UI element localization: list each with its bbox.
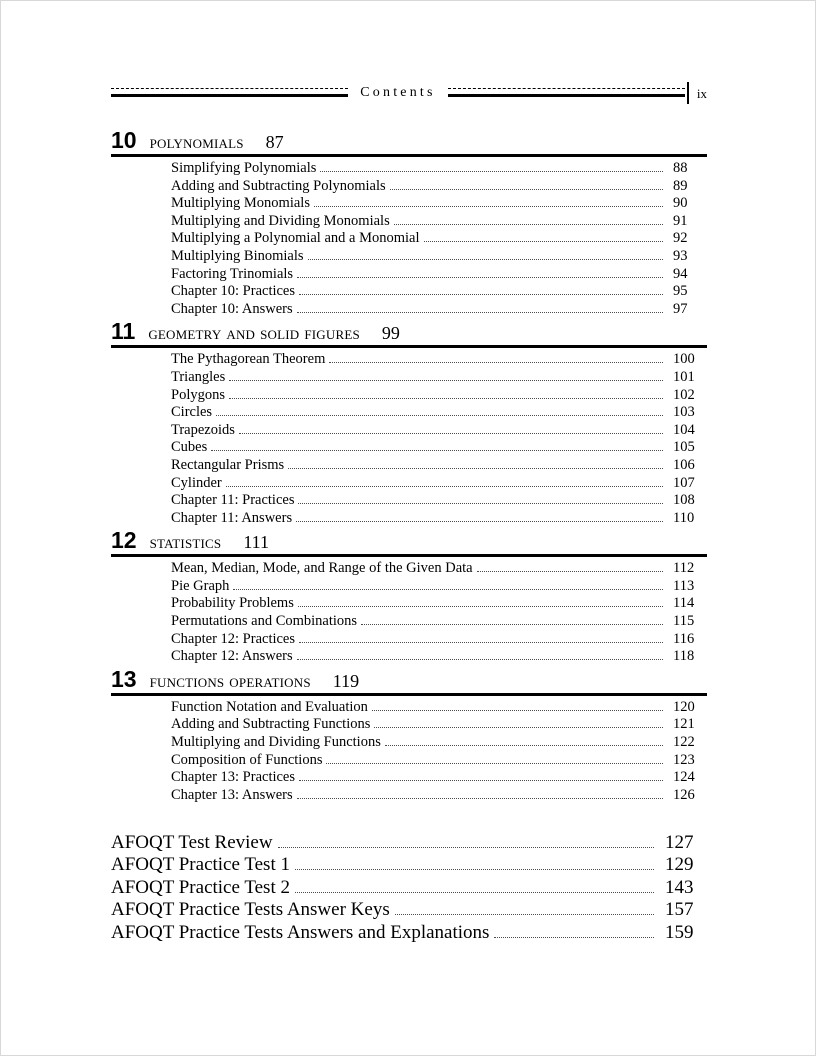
backmatter-entry-page: 127 [665, 832, 694, 853]
dot-leader [229, 398, 663, 399]
toc-entry-page: 107 [673, 474, 695, 491]
toc-entry-page: 110 [673, 509, 695, 526]
backmatter-list [111, 832, 707, 944]
dot-leader [299, 294, 663, 295]
chapter-title: geometry and solid figures [148, 323, 360, 345]
dot-leader [298, 503, 663, 504]
dot-leader [374, 727, 663, 728]
toc-entry-page: 108 [673, 492, 695, 509]
toc-entry-page: 123 [673, 751, 695, 768]
toc-entry-page: 92 [673, 230, 688, 247]
backmatter-entry[interactable] [111, 877, 707, 899]
toc-entry[interactable] [171, 439, 707, 457]
dot-leader [216, 415, 663, 416]
toc-entry-label: Cubes [171, 439, 208, 456]
toc-entry[interactable] [171, 404, 707, 422]
toc-entry[interactable] [171, 510, 707, 528]
toc-entry-label: Chapter 10: Practices [171, 283, 296, 300]
toc-entry[interactable] [171, 734, 707, 752]
dot-leader [314, 206, 663, 207]
toc-entry[interactable] [171, 716, 707, 734]
dot-leader [295, 892, 654, 893]
toc-entry-page: 89 [673, 177, 688, 194]
toc-entry[interactable] [171, 369, 707, 387]
toc-entry-label: Chapter 12: Practices [171, 630, 296, 647]
toc-entry-label: Pie Graph [171, 577, 230, 594]
toc-entry-label: Permutations and Combinations [171, 613, 358, 630]
toc-entry-label: Circles [171, 404, 213, 421]
toc-entry[interactable] [171, 160, 707, 178]
toc-entry-label: Chapter 11: Answers [171, 509, 293, 526]
dot-leader [385, 745, 663, 746]
dot-leader [297, 312, 663, 313]
toc-entry-label: Triangles [171, 368, 226, 385]
backmatter-entry-label: AFOQT Practice Tests Answers and Explanations [111, 921, 490, 943]
dot-leader [239, 433, 663, 434]
dot-leader [394, 224, 663, 225]
running-header [111, 79, 707, 107]
toc-entry-page: 95 [673, 283, 688, 300]
chapter-heading[interactable] [111, 665, 707, 696]
toc-entry[interactable] [171, 301, 707, 319]
toc-entry-page: 102 [673, 386, 695, 403]
toc-entry-label: Adding and Subtracting Functions [171, 716, 371, 733]
backmatter-entry-label: AFOQT Practice Test 2 [111, 876, 290, 898]
toc-entry[interactable] [171, 178, 707, 196]
dot-leader [308, 259, 663, 260]
toc-entry[interactable] [171, 266, 707, 284]
header-rule-right [448, 87, 685, 99]
toc-entry[interactable] [171, 752, 707, 770]
toc-entry[interactable] [171, 351, 707, 369]
toc-entry-label: The Pythagorean Theorem [171, 351, 326, 368]
dot-leader [296, 521, 663, 522]
chapter-heading[interactable] [111, 320, 707, 348]
backmatter-entry-page: 157 [665, 899, 694, 921]
chapter-title: polynomials [149, 132, 244, 153]
chapter-title: functions operations [149, 670, 311, 692]
toc-entry-label: Adding and Subtracting Polynomials [171, 177, 386, 194]
backmatter-entry-label: AFOQT Practice Tests Answer Keys [111, 899, 390, 921]
backmatter-entry[interactable] [111, 899, 707, 921]
toc-entry-page: 126 [673, 786, 695, 803]
backmatter-entry-page: 159 [665, 921, 694, 943]
toc-entry-page: 91 [673, 212, 688, 229]
backmatter-entry-label: AFOQT Test Review [111, 832, 273, 853]
dot-leader [298, 606, 663, 607]
backmatter-entry-page: 129 [665, 854, 694, 876]
chapter-entry-list [111, 560, 707, 666]
chapter-number: 10 [111, 127, 137, 153]
toc-entry-label: Chapter 13: Practices [171, 769, 296, 786]
toc-entry-page: 116 [673, 630, 695, 647]
header-title: Contents [360, 85, 436, 100]
dot-leader [395, 914, 654, 915]
chapter-heading[interactable] [111, 129, 707, 157]
toc-entry[interactable] [171, 283, 707, 301]
dot-leader [278, 847, 654, 848]
toc-entry-label: Chapter 11: Practices [171, 492, 295, 509]
toc-entry-label: Chapter 13: Answers [171, 786, 293, 803]
toc-entry[interactable] [171, 230, 707, 248]
toc-entry-label: Chapter 10: Answers [171, 300, 293, 317]
toc-entry-label: Chapter 12: Answers [171, 648, 293, 665]
dot-leader [329, 362, 663, 363]
toc-entry-page: 122 [673, 734, 695, 751]
toc-entry[interactable] [171, 595, 707, 613]
chapter-number: 11 [111, 318, 136, 345]
dot-leader [295, 869, 654, 870]
toc-entry-label: Cylinder [171, 474, 222, 491]
toc-entry-page: 103 [673, 404, 695, 421]
dot-leader [299, 780, 663, 781]
chapter-block [111, 529, 707, 666]
chapter-number: 13 [111, 665, 137, 692]
chapter-block [111, 129, 707, 318]
chapter-block [111, 320, 707, 527]
toc-entry-page: 88 [673, 160, 688, 176]
toc-entry-page: 97 [673, 300, 688, 317]
chapter-title: statistics [149, 532, 222, 554]
chapter-entry-list [111, 160, 707, 318]
dot-leader [390, 189, 663, 190]
dot-leader [233, 589, 663, 590]
header-rule-left [111, 87, 348, 99]
toc-entry-page: 121 [673, 716, 695, 733]
dot-leader [320, 171, 663, 172]
backmatter-entry[interactable] [111, 854, 707, 876]
toc-entry[interactable] [171, 787, 707, 805]
toc-entry-page: 100 [673, 351, 695, 368]
toc-entry-page: 113 [673, 577, 695, 594]
toc-entry[interactable] [171, 195, 707, 213]
toc-entry-label: Multiplying Binomials [171, 247, 304, 264]
dot-leader [424, 241, 664, 242]
toc-entry-page: 94 [673, 265, 688, 282]
dot-leader [297, 277, 663, 278]
chapter-page-number: 119 [332, 670, 360, 691]
toc-entry[interactable] [171, 248, 707, 266]
dot-leader [226, 486, 663, 487]
toc-entry[interactable] [171, 213, 707, 231]
chapter-block [111, 665, 707, 805]
chapter-page-number: 111 [243, 532, 270, 553]
toc-entry[interactable] [171, 475, 707, 493]
chapter-number: 12 [111, 527, 137, 554]
toc-entry-label: Multiplying and Dividing Functions [171, 734, 381, 751]
chapter-page-number: 87 [265, 132, 284, 152]
toc-entry-page: 112 [673, 560, 695, 577]
backmatter-entry[interactable] [111, 832, 707, 854]
toc-entry-label: Function Notation and Evaluation [171, 698, 368, 715]
dot-leader [494, 937, 654, 938]
chapter-entry-list [111, 351, 707, 527]
chapter-entry-list [111, 699, 707, 805]
toc-entry-page: 115 [673, 613, 695, 630]
toc-entry-page: 120 [673, 698, 695, 715]
dot-leader [297, 798, 663, 799]
toc-entry-page: 105 [673, 439, 695, 456]
backmatter-entry-page: 143 [665, 876, 694, 898]
toc-entry-label: Simplifying Polynomials [171, 160, 317, 176]
toc-entry[interactable] [171, 492, 707, 510]
toc-entry-label: Composition of Functions [171, 751, 323, 768]
chapter-page-number: 99 [381, 323, 400, 344]
toc-entry-page: 90 [673, 195, 688, 212]
toc-entry-page: 124 [673, 769, 695, 786]
dot-leader [211, 450, 663, 451]
toc-entry[interactable] [171, 387, 707, 405]
toc-entry-label: Probability Problems [171, 595, 294, 612]
toc-entry[interactable] [171, 769, 707, 787]
chapter-heading[interactable] [111, 529, 707, 557]
backmatter-entry[interactable] [111, 922, 707, 944]
toc-entry-label: Trapezoids [171, 421, 235, 438]
toc-entry-label: Rectangular Prisms [171, 456, 285, 473]
toc-entry-label: Factoring Trinomials [171, 265, 294, 282]
dot-leader [229, 380, 663, 381]
toc-entry[interactable] [171, 422, 707, 440]
toc-entry[interactable] [171, 699, 707, 717]
table-of-contents [111, 129, 707, 806]
dot-leader [477, 571, 663, 572]
toc-entry-page: 106 [673, 456, 695, 473]
toc-entry-label: Multiplying Monomials [171, 195, 310, 212]
dot-leader [297, 659, 663, 660]
toc-entry-label: Polygons [171, 386, 225, 403]
toc-entry[interactable] [171, 613, 707, 631]
backmatter-entry-label: AFOQT Practice Test 1 [111, 854, 290, 876]
dot-leader [372, 710, 663, 711]
toc-entry[interactable] [171, 631, 707, 649]
toc-entry-page: 114 [673, 595, 695, 612]
toc-entry[interactable] [171, 648, 707, 666]
toc-entry-page: 118 [673, 648, 695, 665]
toc-entry-label: Mean, Median, Mode, and Range of the Given Data [171, 560, 473, 577]
toc-entry-label: Multiplying a Polynomial and a Monomial [171, 230, 420, 247]
dot-leader [299, 642, 663, 643]
dot-leader [326, 763, 663, 764]
dot-leader [288, 468, 663, 469]
toc-entry[interactable] [171, 578, 707, 596]
toc-entry-label: Multiplying and Dividing Monomials [171, 212, 390, 229]
toc-entry-page: 93 [673, 247, 688, 264]
dot-leader [361, 624, 663, 625]
toc-entry-page: 101 [673, 368, 695, 385]
toc-entry[interactable] [171, 457, 707, 475]
toc-entry-page: 104 [673, 421, 695, 438]
page-folio: ix [696, 85, 708, 101]
toc-entry[interactable] [171, 560, 707, 578]
